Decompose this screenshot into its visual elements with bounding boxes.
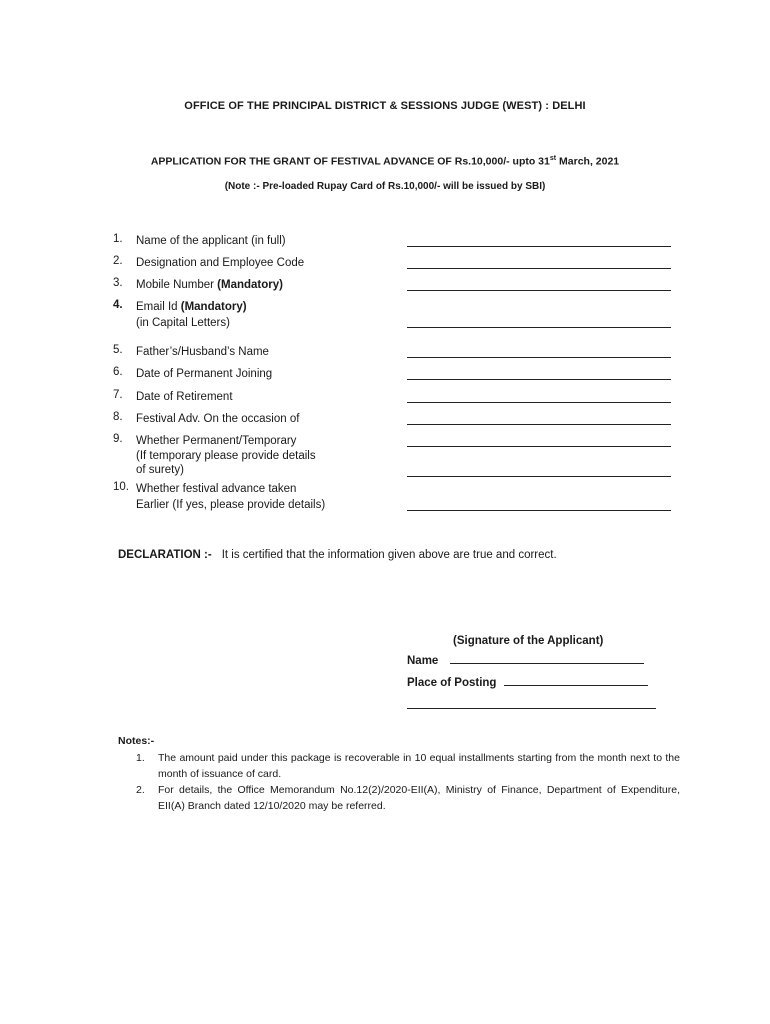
office-heading: OFFICE OF THE PRINCIPAL DISTRICT & SESSIONS JUDGE (WEST) : DELHI	[184, 100, 586, 112]
field-number: 6.	[113, 366, 123, 378]
field-label	[136, 277, 283, 293]
declaration-text: It is certified that the information given above are true and correct.	[221, 549, 557, 561]
signature-name-line[interactable]	[450, 653, 644, 664]
sbi-note: (Note :- Pre-loaded Rupay Card of Rs.10,000/- will be issued by SBI)	[224, 181, 546, 192]
application-title	[0, 155, 770, 168]
place-of-posting-row	[407, 675, 648, 689]
field-line-festival-occasion[interactable]	[407, 424, 671, 425]
title-suffix: March, 2021	[556, 155, 620, 168]
field-number: 1.	[113, 233, 123, 245]
field-line-mobile[interactable]	[407, 290, 671, 291]
field-number: 7.	[113, 389, 123, 401]
signature-line[interactable]	[407, 708, 656, 709]
field-sublabel-2: of surety)	[136, 464, 184, 476]
field-line-email[interactable]	[407, 327, 671, 328]
note-text: For details, the Office Memorandum No.12(2)/2020-EII(A), Ministry of Finance, Department of Expenditure, EII(A) Branch dated 12/10/2020 may be referred.	[158, 784, 680, 812]
field-label: Date of Retirement	[136, 391, 233, 403]
field-line-joining-date[interactable]	[407, 379, 671, 380]
field-label: Designation and Employee Code	[136, 257, 305, 269]
field-label-text: Mobile Number	[136, 279, 218, 291]
place-of-posting-label: Place of Posting	[407, 677, 497, 689]
field-label: Father’s/Husband’s Name	[136, 346, 269, 358]
title-prefix: APPLICATION FOR THE GRANT OF FESTIVAL ADVANCE OF Rs.10,000/- upto 31	[150, 155, 550, 168]
field-label: Name of the applicant (in full)	[136, 235, 286, 247]
mandatory-tag: (Mandatory)	[180, 301, 247, 313]
field-line-designation[interactable]	[407, 268, 671, 269]
field-line-retirement-date[interactable]	[407, 402, 671, 403]
notes-title: Notes:-	[118, 735, 155, 747]
declaration	[118, 549, 557, 561]
field-number: 2.	[113, 255, 123, 267]
field-line-previous-advance[interactable]	[407, 510, 671, 511]
signature-name-row	[407, 653, 644, 667]
field-number: 5.	[113, 344, 123, 356]
field-line-father-husband[interactable]	[407, 357, 671, 358]
title-superscript: st	[549, 155, 557, 162]
note-number: 2.	[136, 784, 145, 796]
field-line-surety[interactable]	[407, 476, 671, 477]
field-number: 3.	[113, 277, 123, 289]
field-label-text: Email Id	[136, 301, 181, 313]
mandatory-tag: (Mandatory)	[217, 279, 283, 291]
field-sublabel: (If temporary please provide details	[136, 450, 316, 462]
field-sublabel: Earlier (If yes, please provide details)	[136, 499, 326, 511]
note-number: 1.	[136, 752, 145, 764]
field-label: Whether festival advance taken	[136, 483, 297, 495]
field-label: Festival Adv. On the occasion of	[136, 413, 300, 425]
field-number: 10.	[113, 481, 129, 493]
signature-title: (Signature of the Applicant)	[453, 635, 604, 647]
place-of-posting-line[interactable]	[504, 675, 648, 686]
field-label: Whether Permanent/Temporary	[136, 435, 297, 447]
note-text: The amount paid under this package is recoverable in 10 equal installments starting from the month next to the month of issuance of card.	[158, 752, 680, 780]
field-label: Date of Permanent Joining	[136, 368, 273, 380]
field-label	[136, 299, 247, 315]
field-line-name[interactable]	[407, 246, 671, 247]
field-number: 8.	[113, 411, 123, 423]
field-line-permanent-temporary[interactable]	[407, 446, 671, 447]
field-number: 4.	[113, 299, 123, 311]
signature-name-label: Name	[407, 655, 439, 667]
field-number: 9.	[113, 433, 123, 445]
field-sublabel: (in Capital Letters)	[136, 317, 230, 329]
declaration-label: DECLARATION :-	[118, 549, 212, 561]
